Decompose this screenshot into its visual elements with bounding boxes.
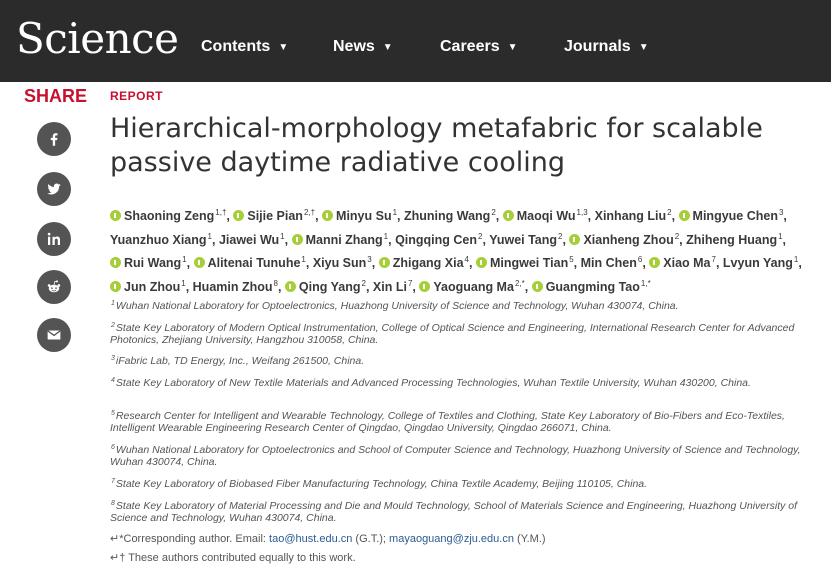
author-name: Qing Yang bbox=[298, 279, 361, 294]
author-name: Guangming Tao bbox=[545, 279, 640, 294]
author-affiliation-marker: 1 bbox=[280, 231, 285, 241]
author-name: Manni Zhang bbox=[305, 232, 383, 247]
author-name: Mingwei Tian bbox=[489, 256, 569, 270]
author-name: Zhigang Xia bbox=[392, 256, 464, 270]
author-name: Zhuning Wang bbox=[404, 209, 491, 223]
science-logo[interactable]: Science bbox=[16, 14, 179, 63]
author-name: Jiawei Wu bbox=[218, 232, 280, 247]
author-name: Mingyue Chen bbox=[692, 209, 778, 223]
author-affiliation-marker: 5 bbox=[569, 255, 574, 264]
author-name: Alitenai Tunuhe bbox=[207, 256, 301, 270]
author-name: Min Chen bbox=[580, 256, 637, 270]
author[interactable] bbox=[313, 256, 372, 270]
orcid-icon[interactable] bbox=[379, 257, 390, 268]
author-affiliation-marker: 1 bbox=[181, 278, 186, 288]
author-affiliation-marker: 2 bbox=[667, 208, 672, 217]
nav-label: Contents bbox=[201, 38, 271, 55]
email-link[interactable]: tao@hust.edu.cn bbox=[269, 533, 353, 545]
author-name: Rui Wang bbox=[124, 256, 182, 270]
author-affiliation-marker: 2 bbox=[361, 278, 366, 288]
author-name: Xianheng Zhou bbox=[583, 232, 674, 247]
author-name: Shaoning Zeng bbox=[124, 209, 215, 223]
affiliation: $^6$Wuhan National Laboratory for Optoelectronics and School of Computer Science and Technology, Huazhong University of Science and Technology, Wuhan 430074, China. bbox=[110, 444, 801, 468]
author[interactable] bbox=[322, 209, 397, 223]
affiliation: $^8$State Key Laboratory of Material Processing and Die and Mould Technology, School of Materials Science and Engineering, Huazhong University of Science and Technology, Wuhan 430074, China. bbox=[110, 500, 798, 524]
author-name: Yuwei Tang bbox=[489, 232, 558, 247]
affiliation: $^2$State Key Laboratory of Modern Optical Instrumentation, College of Optical Science and Engineering, International Research Center for Advanced Photonics, Zhejiang University, Hangzhou 310058, China. bbox=[110, 322, 795, 346]
author-name: Maoqi Wu bbox=[516, 209, 576, 223]
author-name: Yaoguang Ma bbox=[433, 279, 514, 294]
author[interactable] bbox=[404, 209, 496, 223]
nav-label: Journals bbox=[564, 38, 631, 55]
affiliation: $^3$iFabric Lab, TD Energy, Inc., Weifang 261500, China. bbox=[111, 355, 365, 367]
author-name: Zhiheng Huang bbox=[686, 232, 778, 247]
author-affiliation-marker: 1,† bbox=[215, 208, 227, 217]
author[interactable] bbox=[285, 280, 366, 294]
orcid-icon[interactable] bbox=[322, 210, 333, 221]
author-affiliation-marker: 1 bbox=[793, 255, 799, 264]
author[interactable] bbox=[110, 280, 186, 294]
orcid-icon[interactable] bbox=[503, 210, 514, 221]
linkedin-icon[interactable] bbox=[37, 222, 71, 256]
author-affiliation-marker: 2 bbox=[558, 231, 563, 241]
orcid-icon[interactable] bbox=[110, 257, 121, 268]
orcid-icon[interactable] bbox=[679, 210, 690, 221]
author-affiliation-marker: 7 bbox=[711, 255, 716, 264]
author[interactable] bbox=[110, 209, 226, 223]
equal-contribution-note: ↵† These authors contributed equally to this work. bbox=[110, 552, 356, 564]
author[interactable] bbox=[395, 233, 482, 247]
author[interactable] bbox=[379, 256, 469, 270]
author-affiliation-marker: 1 bbox=[301, 255, 306, 264]
orcid-icon[interactable] bbox=[194, 257, 205, 268]
author-list: Shaoning Zeng$^{1,\dagger}$, Sijie Pian$^{2,\dagger}$, Minyu Su$^1$, Zhuning Wang$^2$, Maoqi Wu$^{1,3}$, Xinhang Liu$^2$, Mingyue Chen$^3$, Yuanzhuo Xiang$^1$, Jiawei Wu$^1$, Manni Zhang$^1$, Qingqing Cen$^2$, Yuwei Tang$^2$, Xianheng Zhou$^2$, Zhiheng Huang$^1$, Rui Wang$^1$, Alitenai Tunuhe$^1$, Xiyu Sun$^3$, Zhigang Xia$^4$, Mingwei Tian$^5$, Min Chen$^6$, Xiao Ma$^7$, Lvyun Yang$^1$, Jun Zhou$^1$, Huamin Zhou$^8$, Qing Yang$^2$, Xin Li$^7$, Yaoguang $Ma^{2,*}$, Guangming Tao$^{1,*}$ bbox=[110, 208, 802, 294]
author-name: Jun Zhou bbox=[124, 279, 181, 294]
nav-careers[interactable] bbox=[440, 38, 518, 56]
affiliation: $^1$Wuhan National Laboratory for Optoelectronics, Huazhong University of Science and Technology, Wuhan 430074, China. bbox=[111, 300, 679, 312]
nav-label: News bbox=[333, 38, 375, 55]
orcid-icon[interactable] bbox=[233, 210, 244, 221]
reddit-icon[interactable] bbox=[37, 270, 71, 304]
author-affiliation-marker: 2 bbox=[491, 208, 496, 217]
author-name: Yuanzhuo Xiang bbox=[110, 232, 207, 247]
author[interactable] bbox=[193, 280, 278, 294]
author-name: Sijie Pian bbox=[247, 209, 303, 223]
orcid-icon[interactable] bbox=[110, 210, 121, 221]
orcid-icon[interactable] bbox=[292, 234, 303, 245]
email-icon[interactable] bbox=[37, 318, 71, 352]
author-name: Xinhang Liu bbox=[594, 209, 667, 223]
author-name: Xiao Ma bbox=[663, 256, 711, 270]
affiliation: $^7$State Key Laboratory of Biobased Fiber Manufacturing Technology, China Textile Academy, Beijing 110105, China. bbox=[111, 478, 648, 490]
author[interactable] bbox=[686, 233, 782, 247]
author[interactable] bbox=[569, 233, 679, 247]
chevron-down-icon: ▼ bbox=[278, 41, 289, 53]
author[interactable] bbox=[194, 256, 306, 270]
author-name: Qingqing Cen bbox=[395, 232, 477, 247]
affiliation: $^5$Research Center for Intelligent and Wearable Technology, College of Textiles and Clothing, State Key Laboratory of Bio-Fibers and Eco-Textiles, Intelligent Wearable Engineering Research Center of Qingdao, Qingdao University, Qingdao 266071, China. bbox=[110, 410, 785, 434]
author-affiliation-marker: 4 bbox=[464, 255, 469, 264]
author-name: Huamin Zhou bbox=[192, 279, 273, 294]
author-affiliation-marker: 1 bbox=[392, 208, 398, 217]
author[interactable] bbox=[110, 256, 187, 270]
article-title bbox=[110, 112, 810, 180]
orcid-icon[interactable] bbox=[110, 281, 121, 292]
author[interactable] bbox=[419, 280, 524, 294]
nav-news[interactable] bbox=[333, 38, 393, 56]
author[interactable] bbox=[581, 256, 643, 270]
author-affiliation-marker: 1 bbox=[182, 255, 187, 264]
author-name: Minyu Su bbox=[336, 209, 392, 223]
author-affiliation-marker: 1 bbox=[778, 231, 783, 241]
author-name: Xiyu Sun bbox=[312, 256, 367, 270]
chevron-down-icon: ▼ bbox=[507, 41, 518, 53]
author[interactable] bbox=[233, 209, 315, 223]
top-navigation-bar bbox=[0, 0, 831, 82]
article-title-line: passive daytime radiative cooling bbox=[110, 147, 565, 178]
nav-journals[interactable] bbox=[564, 38, 649, 56]
author[interactable] bbox=[489, 233, 562, 247]
affiliation: $^4$State Key Laboratory of New Textile Materials and Advanced Processing Technologies, Wuhan Textile University, Wuhan 430200, China. bbox=[111, 377, 751, 389]
author[interactable] bbox=[373, 280, 412, 294]
author-affiliation-marker: 2 bbox=[674, 231, 680, 241]
author-affiliation-marker: 7 bbox=[407, 278, 413, 288]
author-affiliation-marker: 2,* bbox=[514, 278, 525, 288]
author[interactable] bbox=[649, 256, 716, 270]
twitter-icon[interactable] bbox=[37, 172, 71, 206]
nav-label: Careers bbox=[440, 38, 500, 55]
share-label: SHARE bbox=[24, 86, 88, 106]
author-name: Xin Li bbox=[372, 279, 407, 294]
author-affiliation-marker: 1 bbox=[207, 231, 212, 241]
author-affiliation-marker: 1 bbox=[383, 231, 389, 241]
orcid-icon[interactable] bbox=[419, 281, 430, 292]
author[interactable] bbox=[110, 233, 212, 247]
orcid-icon[interactable] bbox=[532, 281, 543, 292]
author-affiliation-marker: 1,* bbox=[640, 278, 651, 288]
author[interactable] bbox=[476, 256, 574, 270]
article-type-label: REPORT bbox=[110, 89, 164, 103]
chevron-down-icon: ▼ bbox=[638, 41, 649, 53]
author[interactable] bbox=[679, 209, 784, 223]
author-affiliation-marker: 1,3 bbox=[576, 208, 588, 217]
author-affiliation-marker: 3 bbox=[367, 255, 372, 264]
author[interactable] bbox=[292, 233, 389, 247]
chevron-down-icon: ▼ bbox=[382, 41, 393, 53]
orcid-icon[interactable] bbox=[649, 257, 660, 268]
author[interactable] bbox=[723, 256, 798, 270]
orcid-icon[interactable] bbox=[569, 234, 580, 245]
orcid-icon[interactable] bbox=[476, 257, 487, 268]
author-affiliation-marker: 8 bbox=[273, 278, 278, 288]
orcid-icon[interactable] bbox=[285, 281, 296, 292]
article-title-line: Hierarchical-morphology metafabric for scalable bbox=[110, 113, 763, 144]
email-link[interactable]: mayaoguang@zju.edu.cn bbox=[389, 533, 514, 545]
author[interactable] bbox=[532, 280, 651, 294]
author-name: Lvyun Yang bbox=[722, 256, 793, 270]
author-affiliation-marker: 2 bbox=[478, 231, 483, 241]
author[interactable] bbox=[595, 209, 672, 223]
author-affiliation-marker: 3 bbox=[778, 208, 784, 217]
corresponding-author-note: ↵*Corresponding author. Email: tao@hust.edu.cn (G.T.); mayaoguang@zju.edu.cn (Y.M.) bbox=[110, 533, 546, 545]
author[interactable] bbox=[219, 233, 285, 247]
author-affiliation-marker: 6 bbox=[637, 255, 643, 264]
nav-contents[interactable] bbox=[201, 38, 288, 56]
author-affiliation-marker: 2,† bbox=[303, 208, 316, 217]
author[interactable] bbox=[503, 209, 588, 223]
facebook-icon[interactable] bbox=[37, 122, 71, 156]
